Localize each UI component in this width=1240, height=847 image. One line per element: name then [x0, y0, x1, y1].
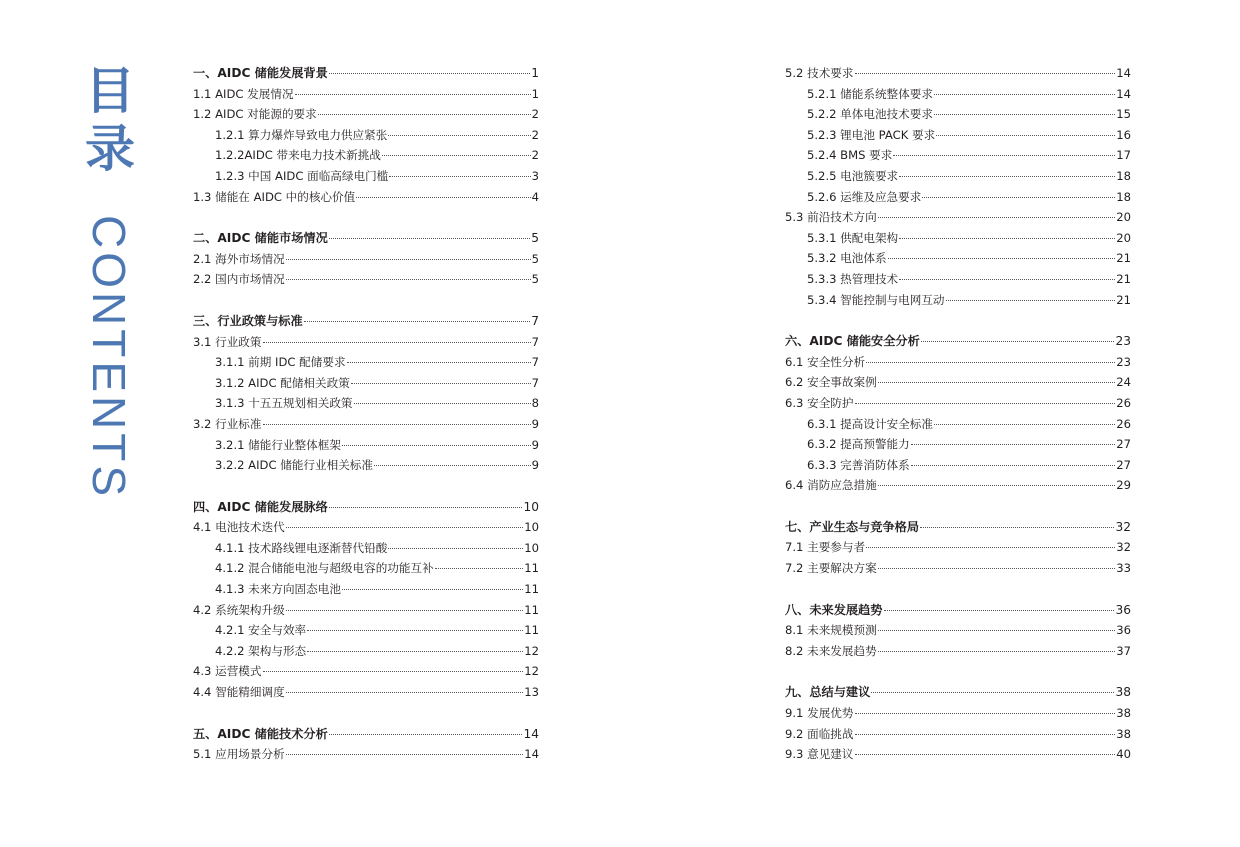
- toc-entry-label: 三、行业政策与标准: [193, 313, 303, 328]
- toc-entry[interactable]: [785, 187, 1131, 208]
- toc-entry[interactable]: [785, 620, 1131, 641]
- toc-entry[interactable]: [193, 558, 539, 579]
- toc-leader-dots: [855, 733, 1116, 735]
- toc-leader-dots: [866, 546, 1115, 548]
- toc-page-number: 9: [531, 458, 539, 473]
- toc-entry-label: 5.3 前沿技术方向: [785, 210, 877, 225]
- toc-page-number: 18: [1116, 189, 1131, 204]
- toc-page-number: 7: [531, 313, 539, 328]
- toc-page-number: 40: [1116, 747, 1131, 762]
- toc-entry-label: 5.2 技术要求: [785, 66, 854, 80]
- toc-entry[interactable]: [193, 661, 539, 682]
- toc-page-number: 7: [531, 334, 539, 349]
- toc-section-entry[interactable]: [193, 497, 539, 518]
- toc-page-number: 20: [1116, 230, 1131, 245]
- toc-entry-label: 3.1.3 十五五规划相关政策: [215, 396, 353, 411]
- toc-entry[interactable]: [785, 290, 1131, 311]
- toc-page-number: 11: [524, 623, 539, 638]
- toc-entry-label: 5.2.6 运维及应急要求: [807, 189, 922, 204]
- toc-entry[interactable]: [785, 393, 1131, 414]
- toc-leader-dots: [286, 258, 531, 260]
- toc-entry[interactable]: [193, 682, 539, 703]
- toc-page-number: 38: [1116, 726, 1131, 741]
- toc-entry-label: 1.2.3 中国 AIDC 面临高绿电门槛: [215, 168, 389, 183]
- toc-entry-label: 5.2.4 BMS 要求: [807, 148, 893, 163]
- toc-entry[interactable]: [785, 724, 1131, 745]
- toc-leader-dots: [329, 237, 530, 239]
- toc-page-number: 11: [524, 561, 539, 576]
- toc-page-number: 14: [1116, 86, 1131, 101]
- toc-page-number: 36: [1115, 602, 1131, 617]
- toc-entry[interactable]: [193, 145, 539, 166]
- toc-entry-label: 3.1.1 前期 IDC 配储要求: [215, 355, 346, 370]
- toc-leader-dots: [855, 402, 1116, 404]
- toc-leader-dots: [389, 175, 530, 177]
- toc-leader-dots: [351, 382, 531, 384]
- toc-entry-label: 1.2.1 算力爆炸导致电力供应紧张: [215, 127, 388, 142]
- toc-page-number: 24: [1116, 375, 1131, 390]
- toc-entry-label: 4.2.1 安全与效率: [215, 623, 307, 638]
- toc-page-number: 7: [531, 355, 539, 370]
- toc-leader-dots: [871, 691, 1114, 693]
- toc-entry[interactable]: [785, 63, 1131, 84]
- toc-entry[interactable]: [193, 600, 539, 621]
- toc-title-char-2: 录: [85, 120, 135, 178]
- toc-page-number: 1: [531, 66, 539, 80]
- toc-leader-dots: [286, 753, 524, 755]
- toc-entry-label: 5.3.2 电池体系: [807, 251, 887, 266]
- toc-page-number: 5: [531, 231, 539, 246]
- toc-section-entry[interactable]: [193, 228, 539, 249]
- toc-entry[interactable]: [193, 269, 539, 290]
- toc-page-number: 2: [531, 148, 539, 163]
- toc-leader-dots: [263, 341, 531, 343]
- toc-leader-dots: [878, 381, 1116, 383]
- toc-entry[interactable]: [785, 145, 1131, 166]
- toc-section-entry[interactable]: [785, 331, 1131, 352]
- toc-leader-dots: [899, 237, 1115, 239]
- toc-entry[interactable]: [193, 332, 539, 353]
- toc-leader-dots: [911, 464, 1115, 466]
- toc-page-number: 26: [1116, 395, 1131, 410]
- toc-leader-dots: [263, 670, 524, 672]
- toc-page-number: 14: [523, 726, 539, 741]
- toc-entry[interactable]: [193, 435, 539, 456]
- toc-entry[interactable]: [193, 373, 539, 394]
- toc-leader-dots: [263, 423, 531, 425]
- toc-page-number: 10: [523, 499, 539, 514]
- toc-section-entry[interactable]: [193, 63, 539, 84]
- toc-entry-label: 9.2 面临挑战: [785, 726, 854, 741]
- toc-page-number: 16: [1116, 127, 1131, 142]
- toc-leader-dots: [329, 72, 530, 74]
- toc-leader-dots: [878, 484, 1116, 486]
- toc-entry[interactable]: [193, 620, 539, 641]
- toc-entry[interactable]: [193, 579, 539, 600]
- toc-entry[interactable]: [193, 249, 539, 270]
- toc-entry[interactable]: [193, 84, 539, 105]
- toc-page-number: 4: [531, 189, 539, 204]
- toc-title: [82, 62, 138, 178]
- toc-entry[interactable]: [193, 352, 539, 373]
- toc-entry-label: 6.2 安全事故案例: [785, 375, 877, 390]
- toc-page-number: 5: [531, 272, 539, 287]
- toc-page-number: 1: [531, 86, 539, 101]
- toc-page-number: 5: [531, 251, 539, 266]
- toc-entry[interactable]: [193, 517, 539, 538]
- toc-entry-label: 4.1.3 未来方向固态电池: [215, 582, 341, 597]
- toc-entry[interactable]: [785, 414, 1131, 435]
- toc-entry-label: 二、AIDC 储能市场情况: [193, 231, 328, 246]
- toc-leader-dots: [893, 154, 1115, 156]
- toc-entry-label: 5.2.1 储能系统整体要求: [807, 86, 933, 101]
- toc-title-char-1: 目: [85, 62, 135, 120]
- toc-leader-dots: [899, 278, 1115, 280]
- toc-leader-dots: [884, 609, 1115, 611]
- toc-entry[interactable]: [785, 455, 1131, 476]
- toc-leader-dots: [855, 712, 1116, 714]
- toc-page-number: 10: [524, 520, 539, 535]
- toc-entry[interactable]: [785, 166, 1131, 187]
- toc-page-number: 11: [524, 582, 539, 597]
- toc-page-number: 29: [1116, 478, 1131, 493]
- toc-entry-label: 1.1 AIDC 发展情况: [193, 86, 294, 101]
- toc-leader-dots: [921, 340, 1115, 342]
- toc-entry[interactable]: [785, 104, 1131, 125]
- toc-leader-dots: [304, 320, 531, 322]
- toc-section-entry[interactable]: [193, 311, 539, 332]
- toc-page-number: 2: [531, 107, 539, 122]
- toc-entry-label: 6.3 安全防护: [785, 395, 854, 410]
- toc-entry-label: 6.3.1 提高设计安全标准: [807, 416, 933, 431]
- toc-entry-label: 4.4 智能精细调度: [193, 685, 285, 700]
- toc-page-number: 9: [531, 437, 539, 452]
- toc-page-number: 7: [531, 375, 539, 390]
- toc-leader-dots: [286, 526, 524, 528]
- toc-leader-dots: [354, 402, 531, 404]
- toc-page-number: 21: [1116, 251, 1131, 266]
- toc-leader-dots: [342, 444, 531, 446]
- toc-leader-dots: [899, 175, 1115, 177]
- toc-entry[interactable]: [193, 641, 539, 662]
- toc-entry-label: 4.1.1 技术路线锂电逐渐替代铅酸: [215, 540, 388, 555]
- toc-page-number: 27: [1116, 437, 1131, 452]
- toc-entry-label: 5.2.3 锂电池 PACK 要求: [807, 127, 936, 142]
- toc-entry-label: 3.2 行业标准: [193, 416, 262, 431]
- toc-entry[interactable]: [785, 558, 1131, 579]
- toc-entry[interactable]: [785, 352, 1131, 373]
- toc-leader-dots: [878, 629, 1116, 631]
- toc-entry[interactable]: [785, 703, 1131, 724]
- toc-entry-label: 九、总结与建议: [785, 685, 871, 700]
- toc-leader-dots: [307, 650, 523, 652]
- toc-entry[interactable]: [193, 455, 539, 476]
- toc-leader-dots: [356, 196, 530, 198]
- toc-title-english: CONTENTS: [83, 215, 135, 500]
- toc-entry-label: 3.2.1 储能行业整体框架: [215, 437, 341, 452]
- toc-page-number: 23: [1116, 354, 1131, 369]
- toc-entry-label: 4.2 系统架构升级: [193, 602, 285, 617]
- toc-entry-label: 7.2 主要解决方案: [785, 561, 877, 576]
- toc-entry[interactable]: [785, 228, 1131, 249]
- toc-page-number: 12: [524, 643, 539, 658]
- toc-entry-label: 6.1 安全性分析: [785, 354, 866, 369]
- toc-entry[interactable]: [785, 537, 1131, 558]
- toc-page-number: 8: [531, 396, 539, 411]
- toc-entry[interactable]: [785, 641, 1131, 662]
- toc-page-number: 26: [1116, 416, 1131, 431]
- toc-leader-dots: [934, 423, 1115, 425]
- toc-page-number: 14: [524, 747, 539, 762]
- toc-section-entry[interactable]: [193, 724, 539, 745]
- toc-leader-dots: [435, 567, 524, 569]
- toc-leader-dots: [286, 691, 524, 693]
- toc-entry[interactable]: [193, 125, 539, 146]
- toc-entry-label: 2.2 国内市场情况: [193, 272, 285, 287]
- toc-leader-dots: [936, 134, 1115, 136]
- toc-page-number: 12: [524, 664, 539, 679]
- toc-entry-label: 3.1 行业政策: [193, 334, 262, 349]
- toc-entry[interactable]: [193, 538, 539, 559]
- toc-entry-label: 5.3.4 智能控制与电网互动: [807, 292, 945, 307]
- toc-entry[interactable]: [785, 207, 1131, 228]
- toc-page-number: 10: [524, 540, 539, 555]
- toc-page-number: 32: [1115, 519, 1131, 534]
- toc-leader-dots: [855, 753, 1116, 755]
- toc-entry[interactable]: [785, 125, 1131, 146]
- toc-entry-label: 5.2.5 电池簇要求: [807, 168, 899, 183]
- toc-page-number: 21: [1116, 271, 1131, 286]
- toc-section-entry[interactable]: [785, 682, 1131, 703]
- toc-page-number: 13: [524, 685, 539, 700]
- toc-page-number: 14: [1116, 66, 1131, 80]
- toc-entry[interactable]: [785, 434, 1131, 455]
- toc-entry[interactable]: [785, 744, 1131, 765]
- toc-page-number: 32: [1116, 540, 1131, 555]
- toc-leader-dots: [329, 506, 523, 508]
- toc-entry[interactable]: [785, 248, 1131, 269]
- toc-leader-dots: [295, 93, 531, 95]
- toc-entry-label: 4.3 运营模式: [193, 664, 262, 679]
- toc-entry-label: 一、AIDC 储能发展背景: [193, 66, 328, 80]
- toc-entry[interactable]: [785, 475, 1131, 496]
- toc-page-number: 9: [531, 416, 539, 431]
- toc-entry-label: 6.4 消防应急措施: [785, 478, 877, 493]
- toc-entry-label: 3.1.2 AIDC 配储相关政策: [215, 375, 350, 390]
- toc-page-number: 21: [1116, 292, 1131, 307]
- toc-leader-dots: [855, 72, 1116, 74]
- toc-leader-dots: [911, 443, 1115, 445]
- toc-entry-label: 5.1 应用场景分析: [193, 747, 285, 762]
- toc-entry-label: 4.1 电池技术迭代: [193, 520, 285, 535]
- toc-page-number: 38: [1116, 706, 1131, 721]
- toc-entry-label: 五、AIDC 储能技术分析: [193, 726, 328, 741]
- toc-entry[interactable]: [193, 187, 539, 208]
- toc-entry-label: 5.2.2 单体电池技术要求: [807, 107, 933, 122]
- toc-entry[interactable]: [785, 269, 1131, 290]
- toc-entry-label: 4.1.2 混合储能电池与超级电容的功能互补: [215, 561, 434, 576]
- toc-leader-dots: [922, 196, 1115, 198]
- toc-leader-dots: [342, 588, 523, 590]
- toc-entry-label: 1.2 AIDC 对能源的要求: [193, 107, 317, 122]
- toc-entry-label: 2.1 海外市场情况: [193, 251, 285, 266]
- toc-leader-dots: [920, 526, 1114, 528]
- toc-page-number: 33: [1116, 561, 1131, 576]
- toc-page-number: 15: [1116, 107, 1131, 122]
- toc-leader-dots: [318, 113, 531, 115]
- toc-leader-dots: [878, 216, 1116, 218]
- toc-entry-label: 5.3.3 热管理技术: [807, 271, 899, 286]
- toc-section-entry[interactable]: [785, 517, 1131, 538]
- toc-section-entry[interactable]: [785, 600, 1131, 621]
- toc-leader-dots: [388, 134, 530, 136]
- toc-entry-label: 1.2.2AIDC 带来电力技术新挑战: [215, 148, 381, 163]
- toc-leader-dots: [888, 257, 1116, 259]
- toc-page-number: 17: [1116, 148, 1131, 163]
- toc-leader-dots: [934, 113, 1115, 115]
- toc-leader-dots: [329, 733, 523, 735]
- toc-leader-dots: [286, 609, 524, 611]
- toc-page-number: 18: [1116, 168, 1131, 183]
- toc-entry-label: 6.3.2 提高预警能力: [807, 437, 910, 452]
- toc-leader-dots: [374, 464, 531, 466]
- toc-leader-dots: [388, 547, 523, 549]
- toc-entry[interactable]: [193, 744, 539, 765]
- toc-entry[interactable]: [193, 104, 539, 125]
- toc-leader-dots: [307, 629, 523, 631]
- toc-entry-label: 8.1 未来规模预测: [785, 623, 877, 638]
- toc-title-english-wrap: [84, 215, 134, 535]
- toc-entry-label: 七、产业生态与竞争格局: [785, 519, 920, 534]
- toc-entry-label: 9.1 发展优势: [785, 706, 854, 721]
- toc-leader-dots: [286, 278, 531, 280]
- toc-entry[interactable]: [193, 166, 539, 187]
- toc-leader-dots: [934, 93, 1115, 95]
- toc-page-number: 3: [531, 168, 539, 183]
- toc-leader-dots: [382, 154, 531, 156]
- toc-entry-label: 7.1 主要参与者: [785, 540, 866, 555]
- toc-leader-dots: [866, 361, 1115, 363]
- toc-page-number: 38: [1115, 685, 1131, 700]
- toc-entry-label: 5.3.1 供配电架构: [807, 230, 899, 245]
- toc-entry-label: 1.3 储能在 AIDC 中的核心价值: [193, 189, 356, 204]
- toc-page-number: 37: [1116, 643, 1131, 658]
- toc-leader-dots: [878, 567, 1116, 569]
- toc-entry-label: 3.2.2 AIDC 储能行业相关标准: [215, 458, 373, 473]
- toc-entry-label: 8.2 未来发展趋势: [785, 643, 877, 658]
- toc-entry[interactable]: [193, 393, 539, 414]
- toc-column-right: [785, 63, 1131, 765]
- toc-entry-label: 4.2.2 架构与形态: [215, 643, 307, 658]
- toc-page-number: 2: [531, 127, 539, 142]
- toc-page-number: 36: [1116, 623, 1131, 638]
- toc-entry[interactable]: [785, 84, 1131, 105]
- toc-leader-dots: [878, 650, 1116, 652]
- toc-entry[interactable]: [785, 372, 1131, 393]
- toc-entry-label: 八、未来发展趋势: [785, 602, 883, 617]
- toc-entry-label: 6.3.3 完善消防体系: [807, 457, 910, 472]
- toc-entry-label: 9.3 意见建议: [785, 747, 854, 762]
- toc-leader-dots: [347, 361, 531, 363]
- toc-column-left: [193, 63, 539, 765]
- toc-page-number: 20: [1116, 210, 1131, 225]
- toc-entry-label: 四、AIDC 储能发展脉络: [193, 499, 328, 514]
- toc-entry[interactable]: [193, 414, 539, 435]
- toc-entry-label: 六、AIDC 储能安全分析: [785, 334, 920, 349]
- toc-page-number: 23: [1115, 334, 1131, 349]
- toc-page-number: 11: [524, 602, 539, 617]
- toc-leader-dots: [946, 299, 1116, 301]
- toc-page-number: 27: [1116, 457, 1131, 472]
